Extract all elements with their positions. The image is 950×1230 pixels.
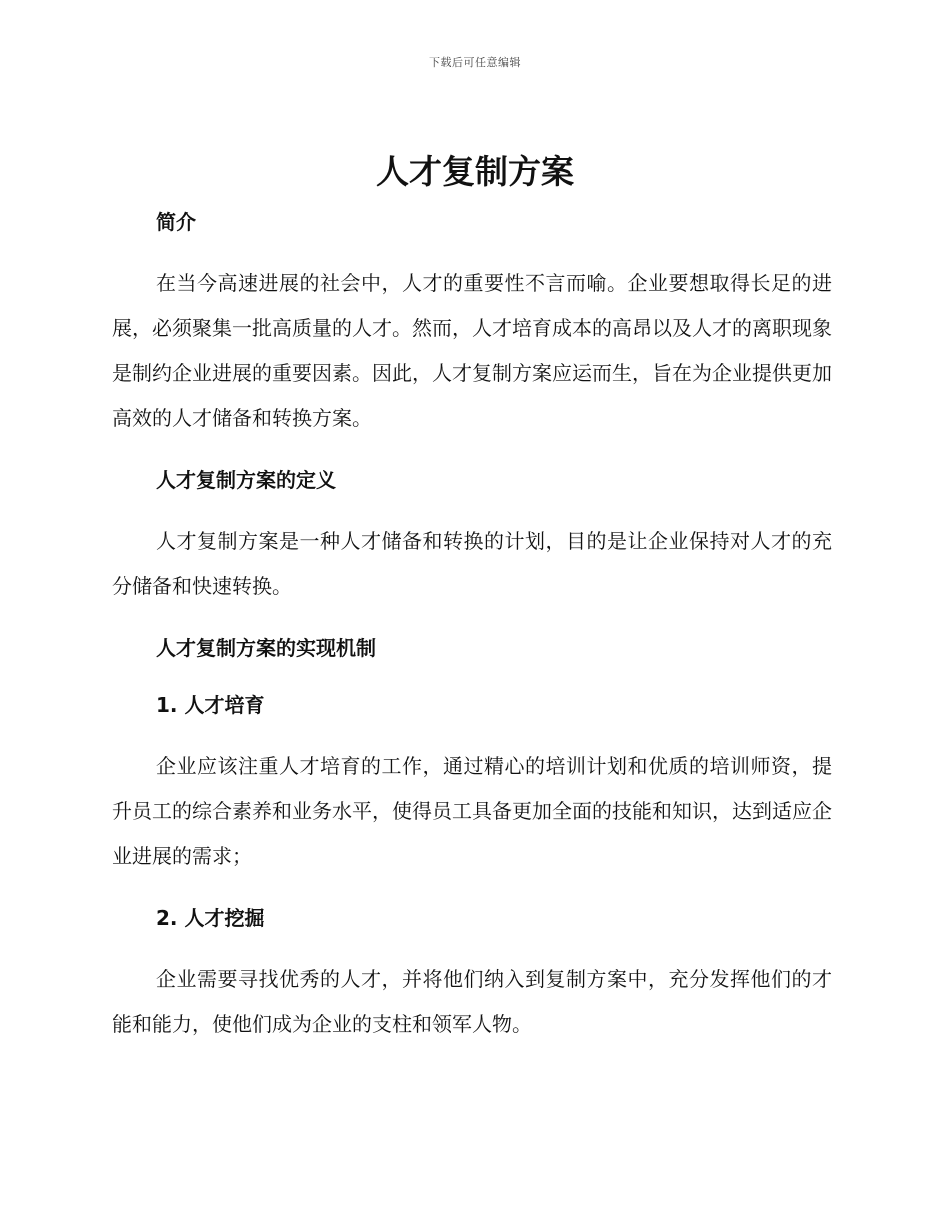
paragraph-talent-training: 企业应该注重人才培育的工作，通过精心的培训计划和优质的培训师资，提升员工的综合素养和业务水平，使得员工具备更加全面的技能和知识，达到适应企业进展的需求；	[112, 754, 832, 868]
paragraph-intro: 在当今高速进展的社会中，人才的重要性不言而喻。企业要想取得长足的进展，必须聚集一批高质量的人才。然而，人才培育成本的高昂以及人才的离职现象是制约企业进展的重要因素。因此，人才复制方案应运而生，旨在为企业提供更加高效的人才储备和转换方案。	[112, 271, 832, 430]
section-heading-talent-mining: 2. 人才挖掘	[156, 906, 265, 930]
paragraph-talent-mining: 企业需要寻找优秀的人才，并将他们纳入到复制方案中，充分发挥他们的才能和能力，使他们成为企业的支柱和领军人物。	[112, 967, 832, 1036]
section-heading-intro: 简介	[156, 210, 196, 234]
document-title: 人才复制方案	[376, 152, 574, 191]
section-heading-mechanism: 人才复制方案的实现机制	[156, 636, 376, 660]
section-heading-definition: 人才复制方案的定义	[156, 468, 336, 492]
section-heading-talent-training: 1. 人才培育	[156, 693, 265, 717]
page-header-note: 下载后可任意编辑	[429, 56, 521, 69]
document-body	[112, 204, 832, 1047]
paragraph-definition: 人才复制方案是一种人才储备和转换的计划，目的是让企业保持对人才的充分储备和快速转换。	[112, 529, 832, 598]
